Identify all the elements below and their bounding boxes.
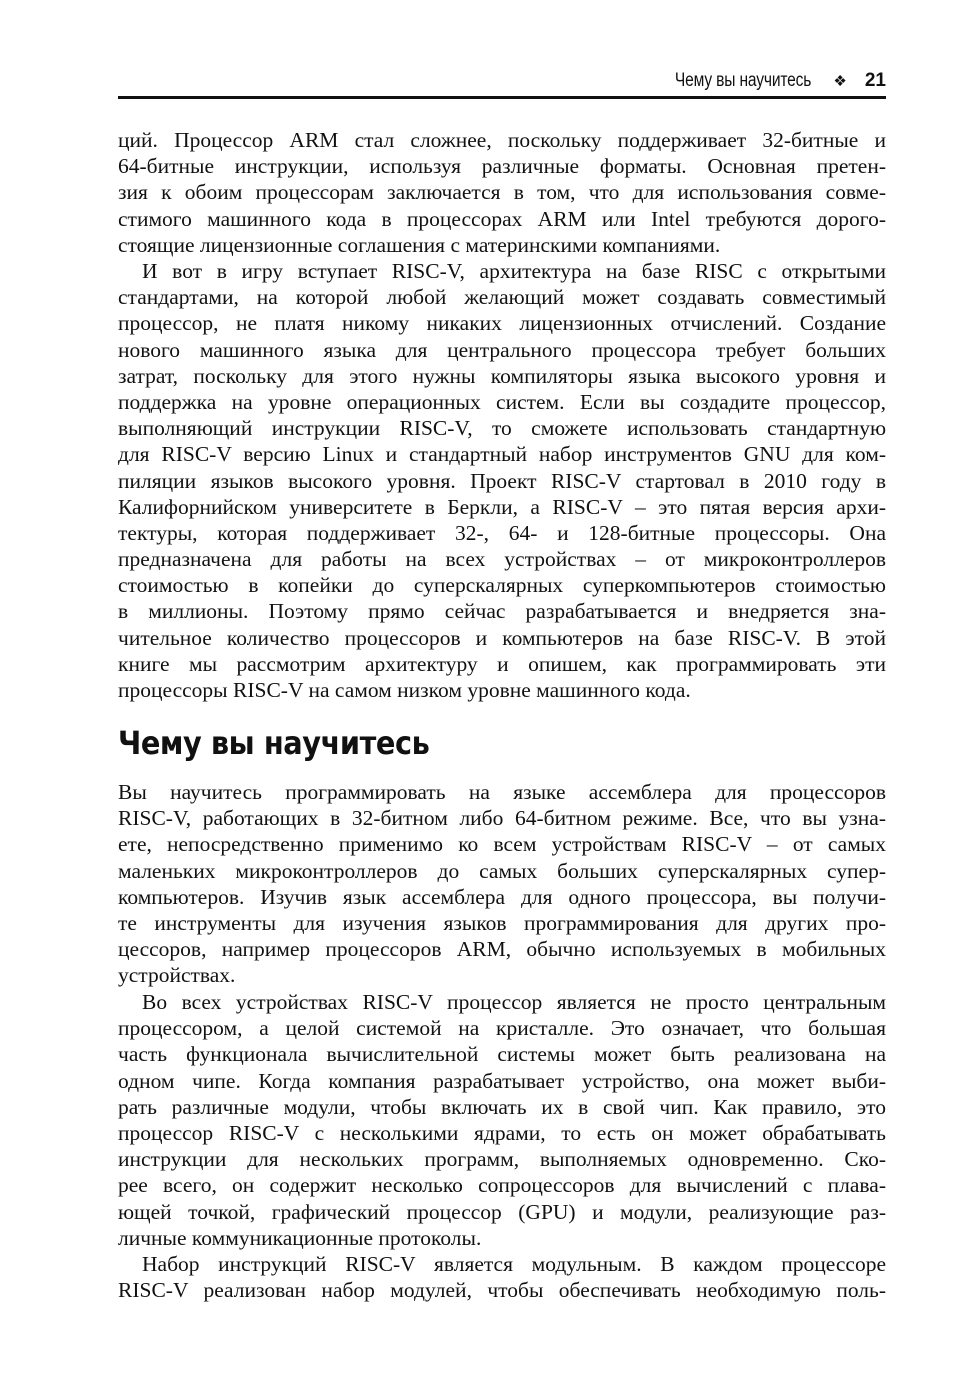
text-line: книге мы рассмотрим архитектуру и опишем, как программировать эти [118,651,886,676]
text-line: предназначена для работы на всех устройствах – от микроконтроллеров [118,547,886,572]
text-line: стоящие лицензионные соглашения с материнскими компаниями. [118,232,721,257]
text-line: стоимостью в копейки до суперскалярных суперкомпьютеров стоимостью [118,573,886,598]
paragraph [118,989,886,1251]
text-line: Набор инструкций RISC-V является модульным. В каждом процессоре [142,1252,886,1276]
section-heading: Чему вы научитесь [118,724,430,762]
paragraph [118,1251,886,1303]
text-line: личные коммуникационные протоколы. [118,1225,482,1250]
text-line: 64-битные инструкции, используя различные форматы. Основная претен- [118,154,886,179]
page-number: 21 [864,70,886,91]
running-title: Чему вы научитесь [675,70,812,91]
text-line: пиляции языков высокого уровня. Проект RISC-V стартовал в 2010 году в [118,468,886,493]
text-line: RISC-V реализован набор модулей, чтобы обеспечивать необходимую поль- [118,1278,886,1303]
text-line: процессором, а целой системой на кристалле. Это означает, что большая [118,1016,886,1041]
text-line: поддержка на уровне операционных систем. Если вы создадите процессор, [118,389,886,414]
text-line: инструкции для нескольких программ, выполняемых одновременно. Ско- [118,1147,886,1172]
text-line: процессор, не платя никому никаких лицензионных отчислений. Создание [118,311,886,336]
text-line: И вот в игру вступает RISC-V, архитектура на базе RISC с открытыми [142,259,886,283]
text-line: ете, непосредственно применимо ко всем устройствам RISC-V – от самых [118,832,886,857]
text-line: нового машинного языка для центрального процессора требует больших [118,337,886,362]
text-line: рее всего, он содержит несколько сопроцессоров для вычислений с плава- [118,1173,886,1198]
text-line: ющей точкой, графический процессор (GPU) и модули, реализующие раз- [118,1199,886,1224]
text-line: устройствах. [118,963,236,988]
text-line: ций. Процессор ARM стал сложнее, поскольку поддерживает 32-битные и [118,128,886,152]
text-line: часть функционала вычислительной системы может быть реализована на [118,1042,886,1067]
text-line: те инструменты для изучения языков программирования для других про- [118,910,886,935]
text-line: Вы научитесь программировать на языке ассемблера для процессоров [118,780,886,804]
text-line: стимого машинного кода в процессорах ARM или Intel требуются дорого- [118,206,886,231]
text-line: процессор RISC-V с несколькими ядрами, то есть он может обрабатывать [118,1120,886,1145]
text-line: маленьких микроконтроллеров до самых больших суперскалярных супер- [118,858,886,883]
text-line: зия к обоим процессорам заключается в том, что для использования совме- [118,180,886,205]
text-line: выполняющий инструкции RISC-V, то сможете использовать стандартную [118,416,886,441]
text-line: компьютеров. Изучив язык ассемблера для одного процессора, вы получи- [118,884,886,909]
text-line: Калифорнийском университете в Беркли, а RISC-V – это пятая версия архи- [118,494,886,519]
text-line: Во всех устройствах RISC-V процессор является не просто центральным [142,990,886,1014]
text-line: тектуры, которая поддерживает 32-, 64- и 128-битные процессоры. Она [118,520,886,545]
text-line: цессоров, например процессоров ARM, обычно используемых в мобильных [118,937,886,962]
text-line: в миллионы. Поэтому прямо сейчас разрабатывается и внедряется зна- [118,599,886,624]
text-line: чительное количество процессоров и компьютеров на базе RISC-V. В этой [118,625,886,650]
ornament-icon: ❖ [833,73,847,90]
header-right [645,70,886,92]
paragraph [118,127,886,258]
text-line: рать различные модули, чтобы включать их в свой чип. Как правило, это [118,1094,886,1119]
text-line: затрат, поскольку для этого нужны компиляторы языка высокого уровня и [118,363,886,388]
paragraph [118,258,886,703]
text-line: стандартами, на которой любой желающий может создавать совместимый [118,285,886,310]
paragraph [118,779,886,989]
running-header [118,66,886,99]
text-line: RISC-V, работающих в 32-битном либо 64-битном режиме. Все, что вы узна- [118,806,886,831]
text-line: для RISC-V версию Linux и стандартный набор инструментов GNU для ком- [118,442,886,467]
text-line: процессоры RISC-V на самом низком уровне машинного кода. [118,678,691,702]
text-line: одном чипе. Когда компания разрабатывает устройство, она может выби- [118,1068,886,1093]
